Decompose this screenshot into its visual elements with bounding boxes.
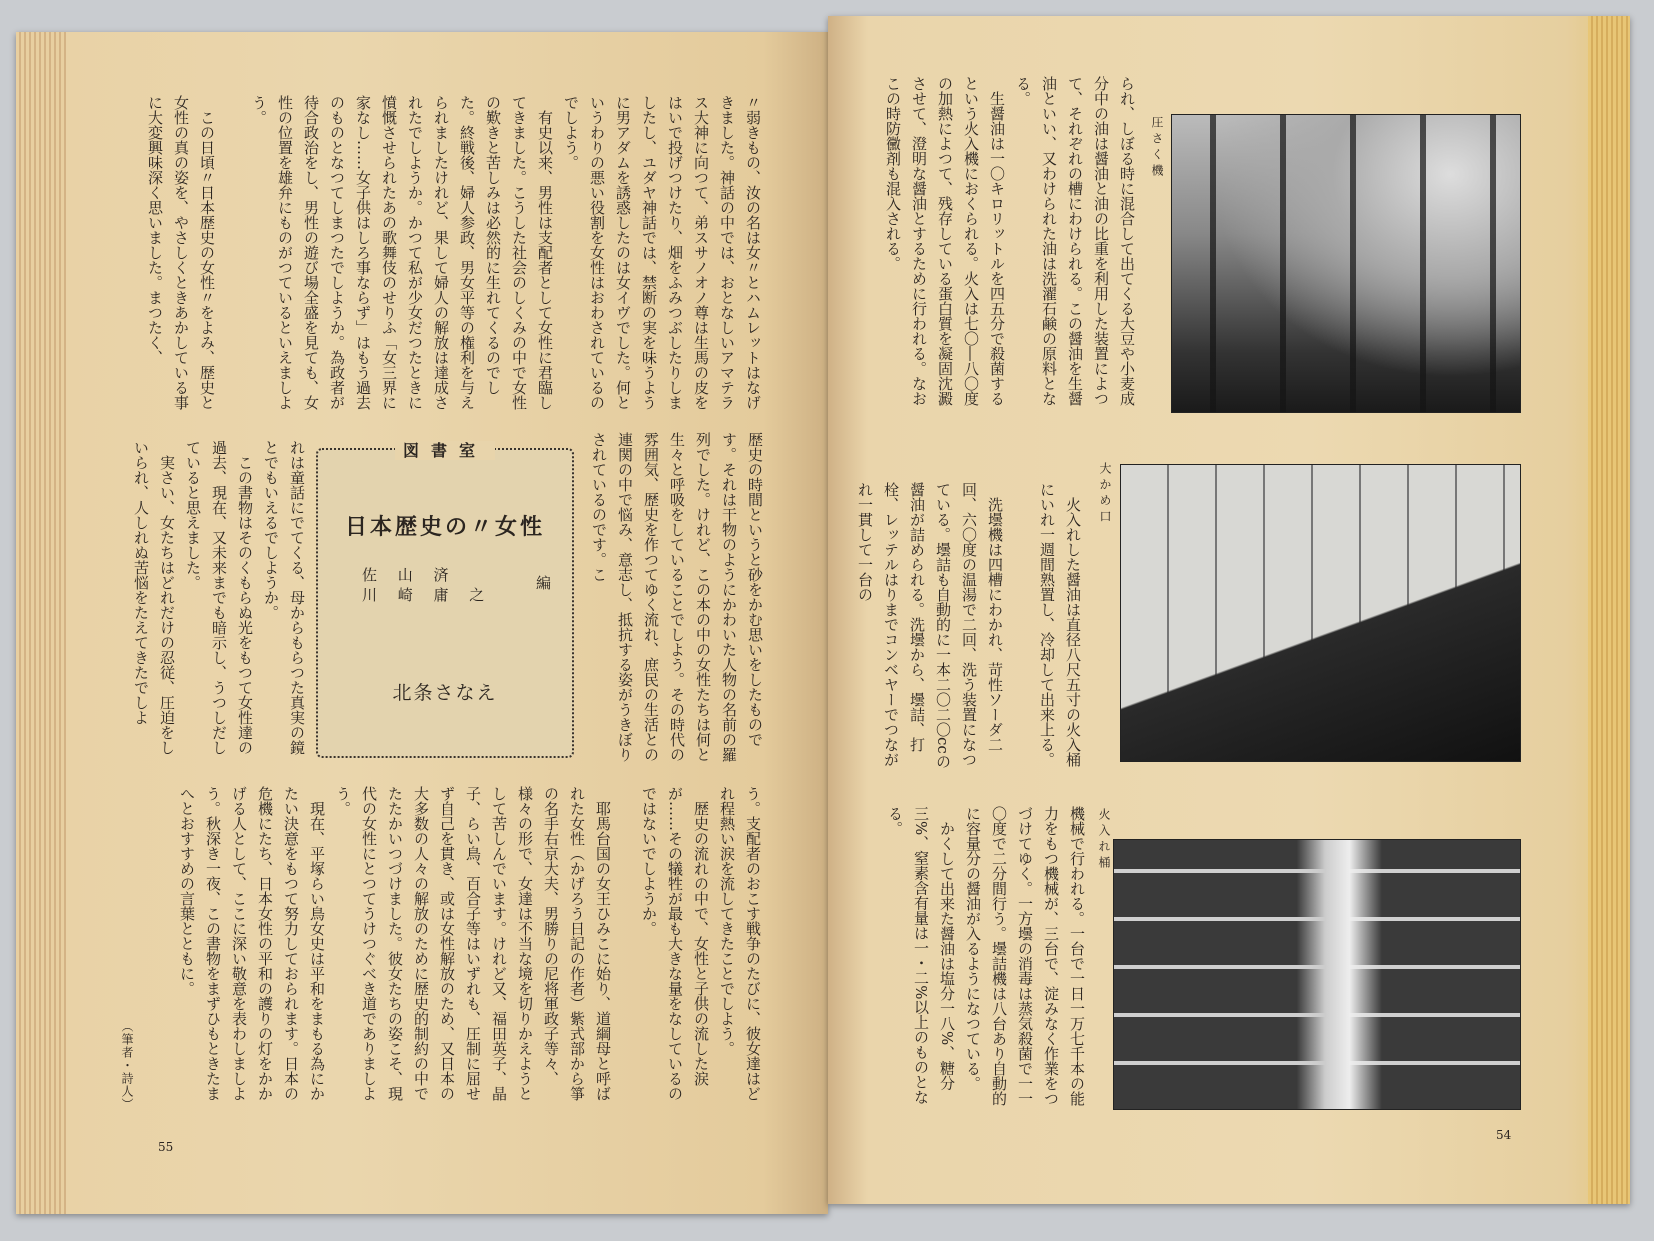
- photo-caption: 圧さく機: [1150, 116, 1164, 180]
- paragraph: 歴史の流れの中で、女性と子供の流した涙が……その犠牲が最も大きな量をなしているのではないでしようか。: [640, 786, 710, 1101]
- page-number: 55: [158, 1140, 174, 1154]
- paragraph: 有史以来、男性は支配者として女性に君臨してきました。こうした社会のしくみの中で女性の歎きと苦しみは必然的に生れてくるのでした。終戦後、婦人参政、男女平等の権利を与えられましたけれど、果して婦人の解放は達成されたでしようか。かつて私が少女だつたときに憤慨させられたあの歌舞伎のせりふ「女三界に家なし……女子供はしろ事ならず」はもう過去のものとなつてしまつたでしようか。為政者が待合政治をし、男性の遊び場全盛を見ても、女性の位置を雄弁にものがつているといえましよう。: [250, 95, 554, 410]
- review-author: 北条さなえ: [392, 682, 498, 704]
- paragraph: 火入れした醤油は直径八尺五寸の火入桶にいれ一週間熟置し、冷却して出来上る。: [1038, 482, 1082, 767]
- essay-top-block: [100, 95, 766, 417]
- paragraph: この日頃〃日本歴史の女性〃をよみ、歴史と女性の真の姿を、やさしくときあかしている事に大変興味深く思いました。まつたく、: [146, 95, 216, 410]
- paragraph: 生醤油は一〇キロリットルを四五分で殺菌するという火入機におくられる。火入は七〇―八〇度の加熱によつて、残存している蛋白質を凝固沈澱させて、澄明な醤油とするために行われる。なおこの時防黴剤も混入される。: [884, 76, 1006, 406]
- editors-row: 佐 山 済: [362, 566, 457, 584]
- paragraph: 歴史の時間というと砂をかむ思いをしたものです。それは干物のようにかわいた人物の名前の羅列でした。けれど、この本の中の女性たちは何と生々と呼吸をしていることでしよう。その時代の雰囲気、歴史を作つてゆく流れ、庶民の生活との連関の中で悩み、意志し、抵抗する姿がうきぼりされているのです。こ: [590, 432, 764, 762]
- paragraph: この書物はそのくもらぬ光をもつて女性達の過去、現在、又未来までも暗示し、うつしだしていると思えました。: [184, 440, 254, 755]
- heating-tank-photo: [1113, 839, 1521, 1110]
- paragraph: 洗壜機は四槽にわかれ、苛性ソーダ二回、六〇度の温湯で二回、洗う装置になつている。壜詰も自動的に一本二〇二〇ccの醤油が詰められる。洗壜から、壜詰、打栓、レッテルはりまでコンベヤーでつながれ一貫して一台の: [856, 482, 1004, 769]
- page-stack-edge: [1588, 16, 1630, 1204]
- paragraph: 〃弱きもの、汝の名は女〃とハムレットはなげきました。神話の中では、おとなしいアマテラス大神に向つて、弟スサノオノ尊は生馬の皮をはいで投げつけたり、畑をふみつぶしたりしましたし、ユダヤ神話では、禁断の実を味うように男アダムを誘惑したのは女イヴでした。何というわりの悪い役割を女性はおわされているのでしよう。: [562, 95, 762, 410]
- article-block-1: [870, 76, 1140, 412]
- byline-note: （筆者・詩人）: [120, 1020, 134, 1111]
- book-info-box: [316, 441, 574, 758]
- essay-bottom-block: [150, 786, 766, 1104]
- paragraph: 現在、平塚らい鳥女史は平和をまもる為にかたい決意をもつて努力しておられます。日本の危機にたち、日本女性の平和の護りの灯をかかげる人として、ここに深い敬意を表わしましよう。秋深き一夜、この書物をまずひもときたまへとおすすめの言葉とともに。: [178, 786, 326, 1101]
- essay-middle-left-block: [110, 440, 310, 764]
- paragraph: られ、しぼる時に混合して出てくる大豆や小麦成分中の油は醤油と油の比重を利用した装置によつて、それぞれの槽にわけられる。この醤油を生醤油といい、又わけられた油は洗濯石鹸の原料となる。: [1014, 76, 1136, 406]
- editor-label: 編: [536, 574, 552, 592]
- article-block-2: [840, 482, 1086, 774]
- paragraph: かくして出来た醤油は塩分一八%、糖分三%、窒素含有量は一・二%以上のものとなる。: [886, 806, 956, 1105]
- editors-row: 川 崎 庸 之: [362, 586, 493, 604]
- page-number: 54: [1496, 1128, 1512, 1142]
- book-editors: [362, 565, 492, 605]
- press-machine-photo: [1171, 114, 1521, 413]
- paragraph: 機械で行われる。一台で一日一万七千本の能力をもつ機械が、三台で、淀みなく作業をつづけてゆく。一方壜の消毒は蒸気殺菌で一一〇度で二分間行う。壜詰機は八台あり自動的に容量分の醤油が入るようになつている。: [964, 806, 1086, 1106]
- paragraph: れは童話にでてくる、母からもらつた真実の鏡とでもいえるでしようか。: [262, 440, 306, 755]
- book-title: 日本歴史の〃女性: [344, 515, 545, 540]
- paragraph: 耶馬台国の女王ひみこに始り、道綱母と呼ばれた女性（かげろう日記の作者）紫式部から箏の名手右京大夫、男勝りの尼将軍政子等々、様々の形で、女達は不当な境を切りかえようとして苦しんでいます。けれど又、福田英子、晶子、らい鳥、百合子等はいずれも、圧制に屈せず自己を貫き、或は女性解放のため、又日本の大多数の人々の解放のために歴史的制約の中でたたかいつづけました。彼女たちの姿こそ、現代の女性にとつてうけつぐべき道でありましよう。: [334, 786, 612, 1101]
- page-stack-edge: [16, 32, 66, 1214]
- article-block-3: [870, 806, 1090, 1108]
- large-vat-photo: [1120, 464, 1521, 762]
- paragraph: 実さい、女たちはどれだけの忍従、圧迫をしいられ、人しれぬ苦悩をたえてきたでしよ: [132, 440, 176, 755]
- photo-caption: 大かめ口: [1098, 462, 1112, 526]
- paragraph: う。支配者のおこす戦争のたびに、彼女達はどれ程熱い涙を流してきたことでしよう。: [718, 786, 762, 1101]
- photo-caption: 火入れ桶: [1097, 808, 1111, 872]
- section-label: 図書室: [395, 441, 495, 460]
- essay-middle-right-block: [578, 432, 768, 764]
